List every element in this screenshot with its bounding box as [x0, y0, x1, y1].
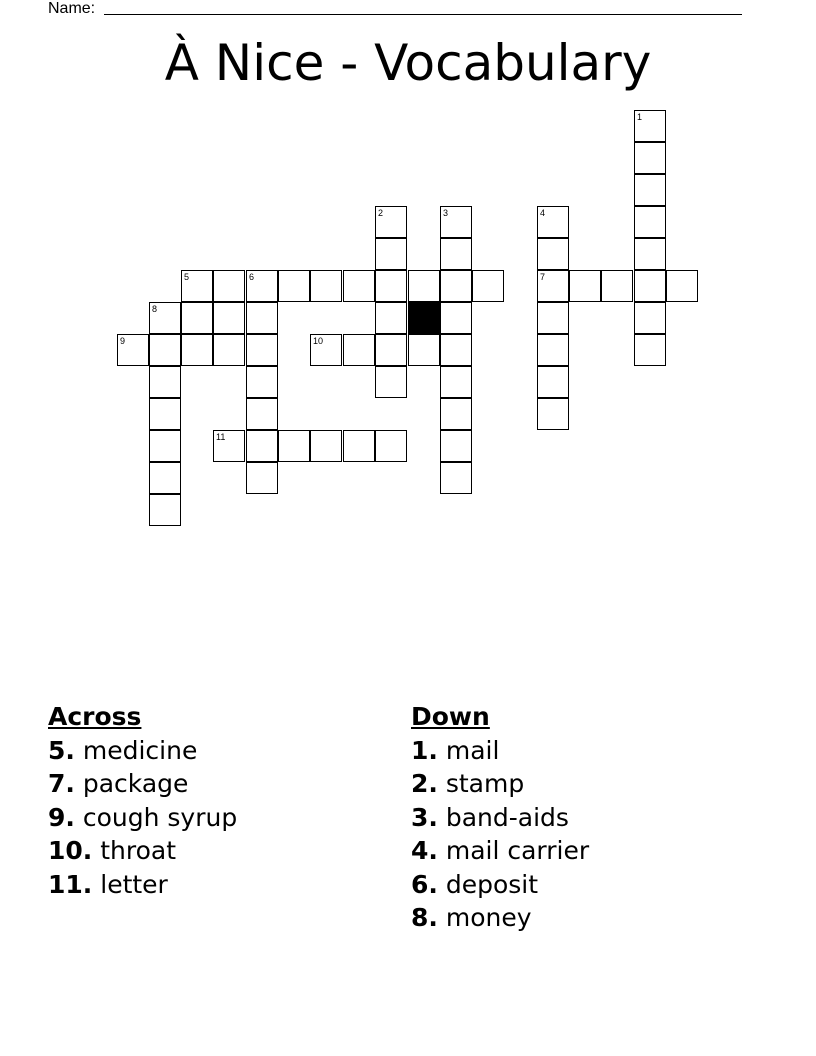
grid-cell[interactable] — [213, 270, 245, 302]
clue-number: 11 — [216, 432, 226, 442]
grid-cell[interactable] — [634, 142, 666, 174]
grid-cell[interactable] — [408, 334, 440, 366]
grid-cell[interactable] — [149, 334, 181, 366]
clue-number: 9 — [120, 336, 126, 346]
grid-cell[interactable] — [472, 270, 504, 302]
page-title: À Nice - Vocabulary — [164, 34, 652, 92]
grid-cell[interactable] — [149, 398, 181, 430]
grid-cell[interactable] — [278, 270, 310, 302]
grid-cell[interactable] — [666, 270, 698, 302]
grid-cell[interactable] — [440, 270, 472, 302]
down-clue — [411, 767, 589, 801]
clue-text: cough syrup — [74, 802, 238, 832]
grid-cell[interactable] — [375, 238, 407, 270]
down-heading: Down — [411, 702, 490, 731]
across-list — [48, 734, 237, 902]
clue-num: 2. — [411, 769, 438, 798]
grid-cell[interactable] — [634, 238, 666, 270]
across-clue — [48, 834, 237, 868]
grid-cell[interactable] — [246, 302, 278, 334]
clue-number: 3 — [443, 208, 449, 218]
clue-text: package — [74, 769, 189, 798]
clue-text: stamp — [437, 769, 525, 798]
grid-cell[interactable] — [375, 430, 407, 462]
grid-cell[interactable] — [537, 238, 569, 270]
clue-num: 10. — [48, 836, 93, 865]
grid-cell[interactable] — [310, 270, 342, 302]
grid-cell[interactable] — [181, 334, 213, 366]
grid-cell[interactable] — [213, 302, 245, 334]
clue-num: 11. — [48, 869, 93, 899]
grid-cell[interactable] — [246, 334, 278, 366]
grid-cell[interactable] — [246, 430, 278, 462]
grid-cell[interactable] — [601, 270, 633, 302]
clue-text: letter — [92, 869, 168, 899]
grid-cell[interactable] — [634, 302, 666, 334]
clue-num: 5. — [48, 735, 75, 765]
clue-number: 10 — [313, 336, 324, 346]
black-cell — [408, 302, 440, 334]
grid-cell[interactable] — [149, 366, 181, 398]
across-clue — [48, 767, 237, 801]
grid-cell[interactable] — [440, 430, 472, 462]
clue-num: 1. — [411, 735, 438, 765]
grid-cell[interactable] — [634, 174, 666, 206]
down-clue — [411, 868, 589, 902]
down-clue — [411, 734, 589, 768]
across-clue — [48, 801, 237, 835]
grid-cell[interactable] — [343, 430, 375, 462]
grid-cell[interactable] — [408, 270, 440, 302]
grid-cell[interactable] — [149, 494, 181, 526]
across-heading: Across — [48, 702, 142, 731]
grid-cell[interactable] — [440, 302, 472, 334]
grid-cell[interactable] — [149, 462, 181, 494]
clue-text: deposit — [437, 869, 539, 899]
grid-cell[interactable] — [440, 366, 472, 398]
grid-cell[interactable] — [375, 334, 407, 366]
clue-text: band-aids — [437, 802, 569, 832]
grid-cell[interactable] — [149, 430, 181, 462]
clue-num: 4. — [411, 836, 438, 865]
grid-cell[interactable] — [537, 398, 569, 430]
grid-cell[interactable] — [278, 430, 310, 462]
grid-cell[interactable] — [634, 206, 666, 238]
grid-cell[interactable] — [246, 462, 278, 494]
clue-number: 1 — [637, 112, 643, 122]
grid-cell[interactable] — [343, 270, 375, 302]
across-clue — [48, 868, 237, 902]
grid-cell[interactable] — [440, 238, 472, 270]
across-clue — [48, 734, 237, 768]
grid-cell[interactable] — [310, 430, 342, 462]
down-clue — [411, 801, 589, 835]
clue-number: 6 — [249, 272, 255, 282]
grid-cell[interactable] — [343, 334, 375, 366]
grid-cell[interactable] — [537, 334, 569, 366]
across-clues — [48, 700, 237, 901]
grid-cell[interactable] — [246, 366, 278, 398]
grid-cell[interactable] — [634, 334, 666, 366]
grid-cell[interactable] — [213, 334, 245, 366]
clue-num: 6. — [411, 869, 438, 899]
grid-cell[interactable] — [537, 302, 569, 334]
clue-text: throat — [92, 836, 177, 865]
grid-cell[interactable] — [440, 398, 472, 430]
grid-cell[interactable] — [440, 462, 472, 494]
clue-text: money — [437, 903, 532, 932]
clue-number: 5 — [184, 272, 190, 282]
grid-cell[interactable] — [569, 270, 601, 302]
clue-number: 4 — [540, 208, 546, 218]
clue-number: 7 — [540, 272, 546, 282]
down-clue — [411, 834, 589, 868]
grid-cell[interactable] — [181, 302, 213, 334]
grid-cell[interactable] — [537, 366, 569, 398]
grid-cell[interactable] — [375, 270, 407, 302]
clue-num: 3. — [411, 802, 438, 832]
clue-text: mail carrier — [437, 836, 590, 865]
name-label: Name: — [48, 0, 96, 17]
clue-text: mail — [437, 735, 500, 765]
clue-number: 2 — [378, 208, 384, 218]
clue-num: 7. — [48, 769, 75, 798]
down-clues — [411, 700, 589, 935]
clue-number: 8 — [152, 304, 158, 314]
grid-cell[interactable] — [375, 366, 407, 398]
grid-cell[interactable] — [634, 270, 666, 302]
down-clue — [411, 901, 589, 935]
clue-num: 9. — [48, 802, 75, 832]
down-list — [411, 734, 589, 935]
grid-cell[interactable] — [440, 334, 472, 366]
grid-cell[interactable] — [246, 398, 278, 430]
grid-cell[interactable] — [375, 302, 407, 334]
clue-num: 8. — [411, 903, 438, 932]
clue-text: medicine — [74, 735, 198, 765]
